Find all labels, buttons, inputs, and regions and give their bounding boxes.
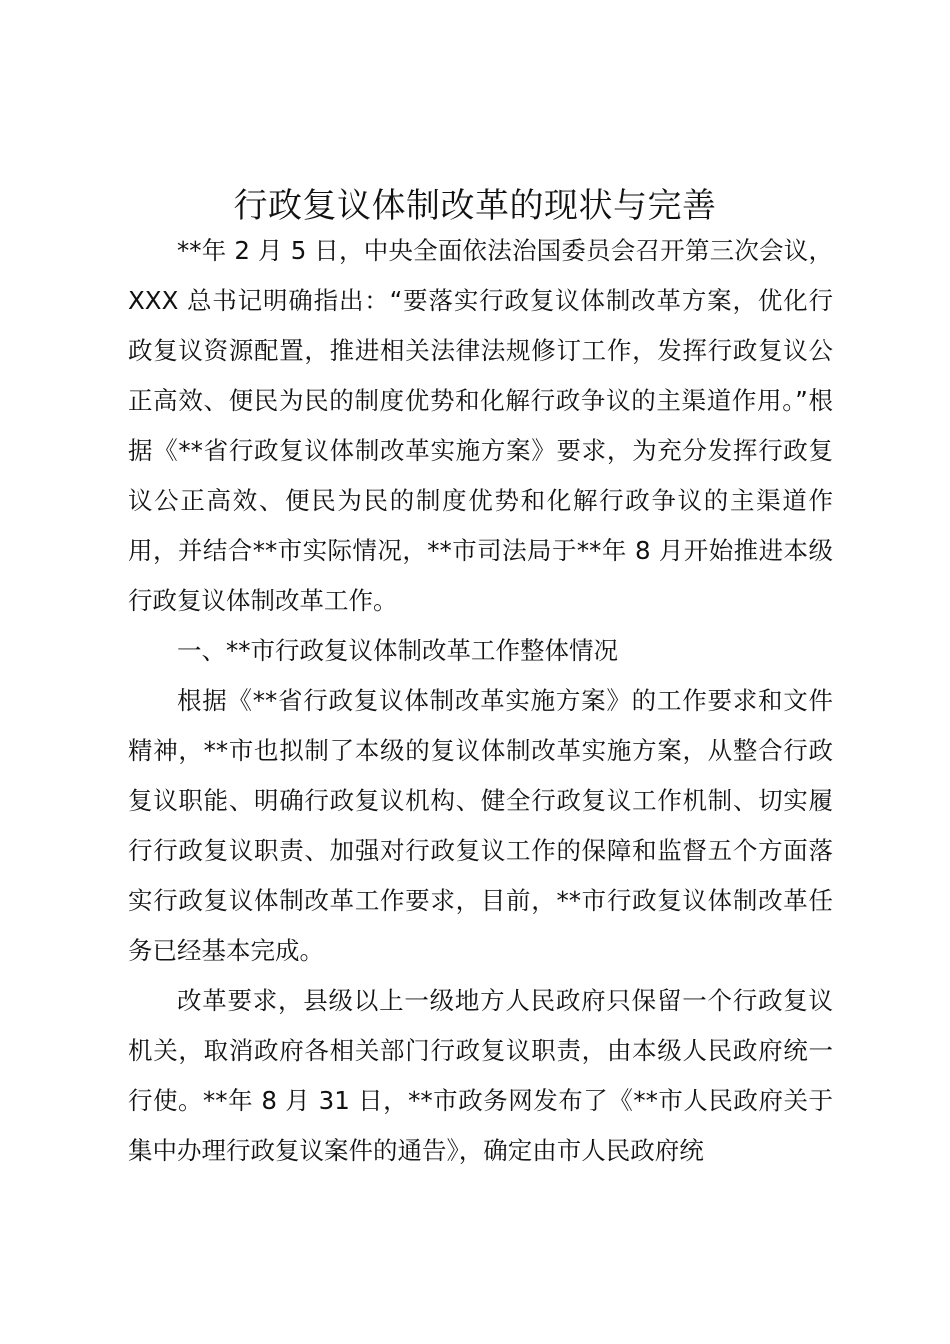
document-title: 行政复议体制改革的现状与完善 [233,186,717,226]
document-body [128,226,833,1176]
paragraph-reform-requirements: 改革要求，县级以上一级地方人民政府只保留一个行政复议机关，取消政府各相关部门行政复议职责，由本级人民政府统一行使。**年 8 月 31 日，**市政务网发布了《**市人民政府关于集中办理行政复议案件的通告》，确定由市人民政府统 [128,986,833,1165]
paragraph-intro: **年 2 月 5 日，中央全面依法治国委员会召开第三次会议，XXX 总书记明确指出：“要落实行政复议体制改革方案，优化行政复议资源配置，推进相关法律法规修订工作，发挥行政复议公正高效、便民为民的制度优势和化解行政争议的主渠道作用。”根据《**省行政复议体制改革实施方案》要求，为充分发挥行政复议公正高效、便民为民的制度优势和化解行政争议的主渠道作用，并结合**市实际情况，**市司法局于**年 8 月开始推进本级行政复议体制改革工作。 [128,236,833,615]
section-heading-1: 一、**市行政复议体制改革工作整体情况 [177,636,618,665]
paragraph-section-1: 根据《**省行政复议体制改革实施方案》的工作要求和文件精神，**市也拟制了本级的复议体制改革实施方案，从整合行政复议职能、明确行政复议机构、健全行政复议工作机制、切实履行行政复议职责、加强对行政复议工作的保障和监督五个方面落实行政复议体制改革工作要求，目前，**市行政复议体制改革任务已经基本完成。 [128,686,833,965]
